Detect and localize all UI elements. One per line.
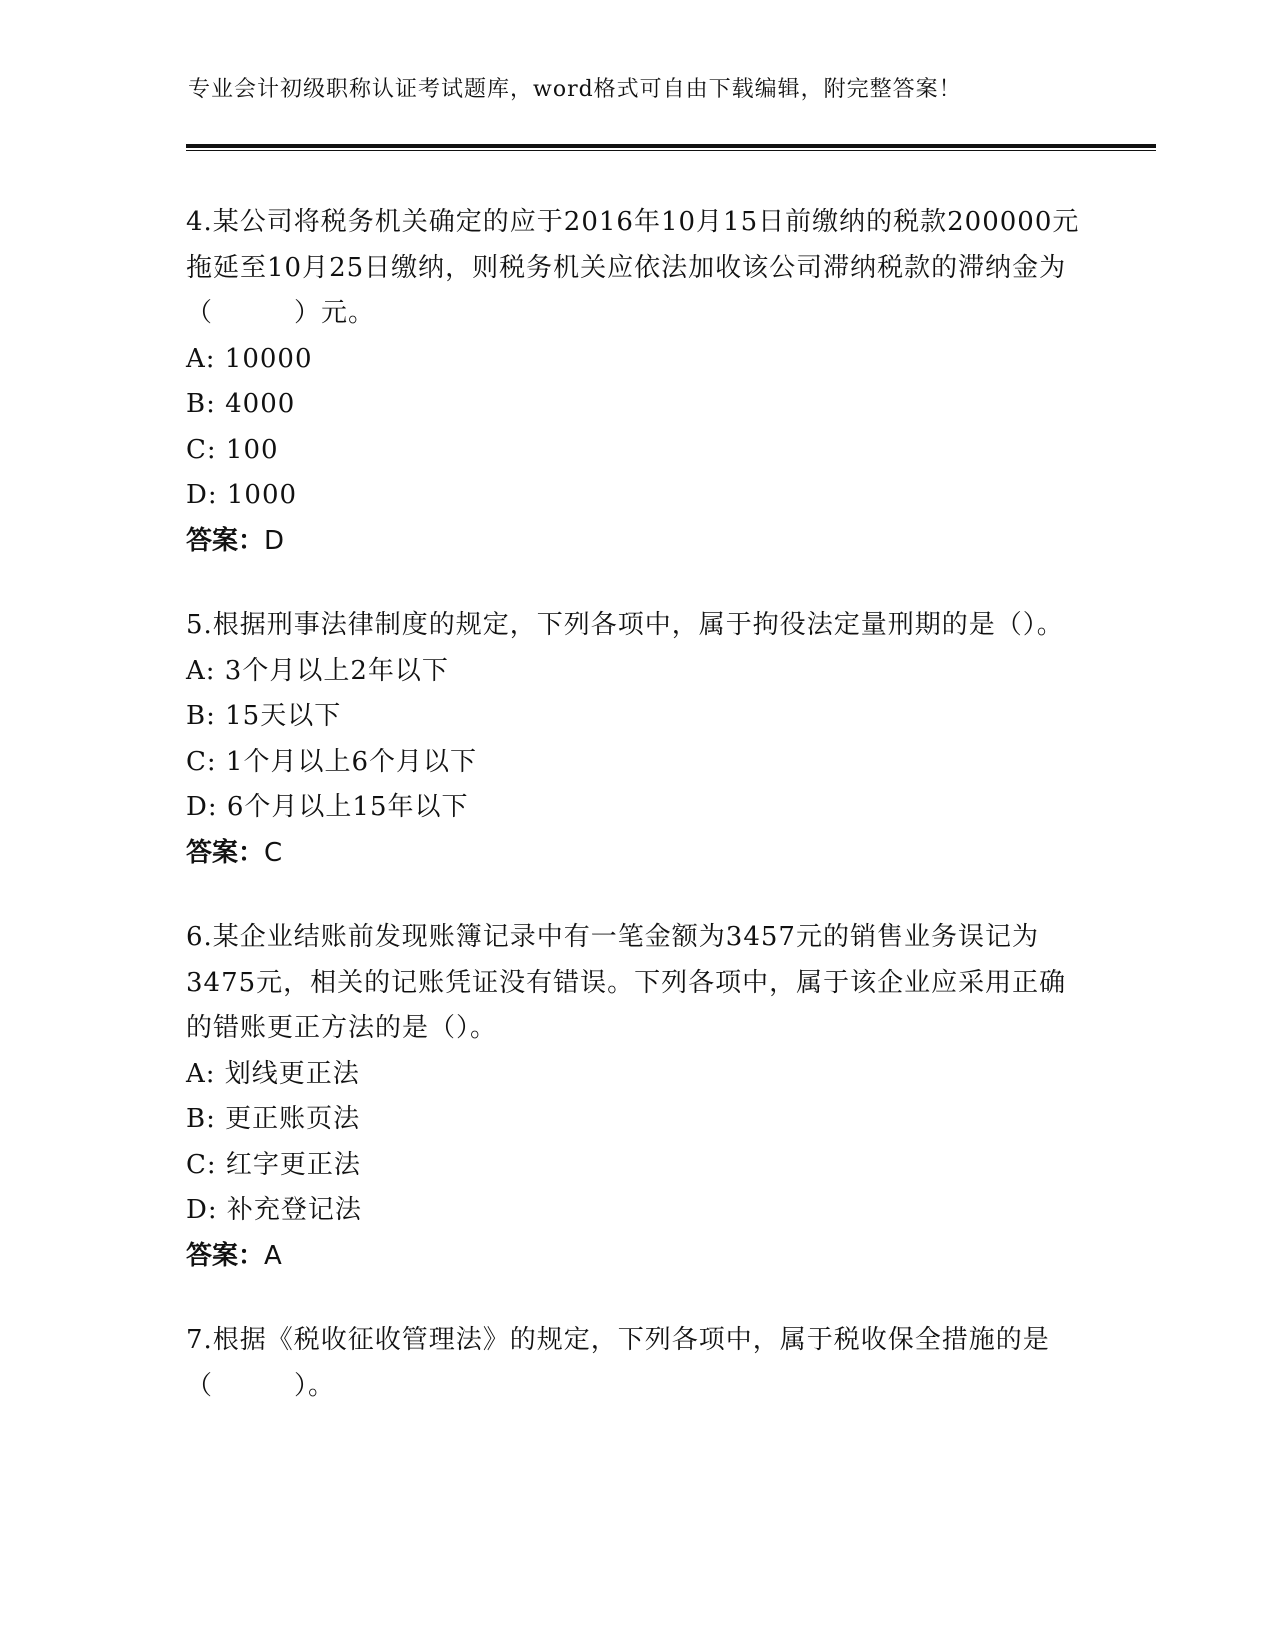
header-text: 专业会计初级职称认证考试题库，word格式可自由下载编辑，附完整答案！ (188, 77, 962, 102)
option-a: A: 划线更正法 (186, 1058, 360, 1089)
option-a: A: 10000 (186, 343, 313, 374)
option-a: A: 3个月以上2年以下 (186, 655, 449, 686)
answer-value: A (264, 1240, 282, 1271)
question-5 (186, 603, 1086, 876)
option-c: C: 红字更正法 (186, 1149, 361, 1180)
answer-label: 答案： (186, 525, 265, 556)
question-stem: 5.根据刑事法律制度的规定，下列各项中，属于拘役法定量刑期的是（）。 (186, 610, 1064, 640)
option-c: C: 100 (186, 434, 279, 465)
question-4 (186, 200, 1086, 564)
question-stem: 7.根据《税收征收管理法》的规定，下列各项中，属于税收保全措施的是 （ ）。 (186, 1325, 1077, 1401)
option-d: D: 1000 (186, 480, 298, 510)
option-b: B: 15天以下 (186, 701, 342, 731)
answer-line (186, 519, 1086, 565)
question-list (186, 200, 1086, 1448)
question-stem: 6.某企业结账前发现账簿记录中有一笔金额为3457元的销售业务误记为3475元，相关的记账凭证没有错误。下列各项中，属于该企业应采用正确的错账更正方法的是（）。 (186, 922, 1067, 1043)
question-7 (186, 1318, 1086, 1409)
header-rule-thin (186, 150, 1156, 151)
question-stem: 4.某公司将税务机关确定的应于2016年10月15日前缴纳的税款200000元拖延至10月25日缴纳，则税务机关应依法加收该公司滞纳税款的滞纳金为（ ）元。 (186, 207, 1080, 328)
answer-line (186, 1234, 1086, 1280)
option-c: C: 1个月以上6个月以下 (186, 746, 478, 777)
answer-value: D (264, 525, 285, 556)
option-b: B: 4000 (186, 389, 296, 419)
option-d: D: 补充登记法 (186, 1195, 362, 1225)
header-rule-thick (186, 144, 1156, 148)
option-b: B: 更正账页法 (186, 1104, 361, 1134)
answer-label: 答案： (186, 837, 265, 868)
option-d: D: 6个月以上15年以下 (186, 792, 469, 822)
question-6 (186, 915, 1086, 1279)
answer-line (186, 831, 1086, 877)
answer-value: C (264, 837, 283, 868)
answer-label: 答案： (186, 1240, 265, 1271)
